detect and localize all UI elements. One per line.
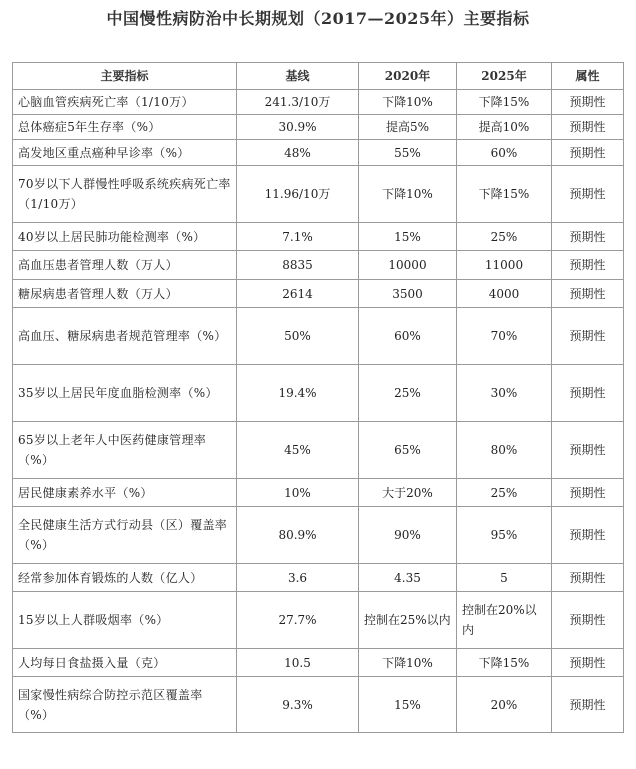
attribute-cell: 预期性 [552, 308, 624, 365]
table-body [13, 90, 624, 733]
table-row [13, 90, 624, 115]
attribute-cell: 预期性 [552, 677, 624, 733]
target-2020-cell: 下降10% [359, 90, 457, 115]
table-row [13, 166, 624, 223]
baseline-cell: 10% [237, 479, 359, 507]
target-2025-cell: 30% [457, 365, 552, 422]
target-2020-cell: 下降10% [359, 649, 457, 677]
indicator-cell: 高血压、糖尿病患者规范管理率（%） [13, 308, 237, 365]
target-2020-cell: 15% [359, 223, 457, 251]
target-2025-cell: 95% [457, 507, 552, 564]
attribute-cell: 预期性 [552, 166, 624, 223]
indicator-cell: 高发地区重点癌种早诊率（%） [13, 140, 237, 166]
target-2025-cell: 下降15% [457, 90, 552, 115]
indicator-cell: 居民健康素养水平（%） [13, 479, 237, 507]
page-title: 中国慢性病防治中长期规划（2017—2025年）主要指标 [106, 9, 530, 28]
target-2025-cell: 11000 [457, 251, 552, 280]
attribute-cell: 预期性 [552, 280, 624, 308]
header-attribute: 属性 [552, 63, 624, 90]
table-header [13, 63, 624, 90]
attribute-cell: 预期性 [552, 649, 624, 677]
target-2025-cell: 4000 [457, 280, 552, 308]
table-row [13, 140, 624, 166]
target-2020-cell: 65% [359, 422, 457, 479]
target-2025-cell: 控制在20%以内 [457, 592, 552, 649]
target-2025-cell: 60% [457, 140, 552, 166]
table-row [13, 649, 624, 677]
target-2020-cell: 控制在25%以内 [359, 592, 457, 649]
target-2020-cell: 提高5% [359, 115, 457, 140]
target-2020-cell: 25% [359, 365, 457, 422]
table-row [13, 564, 624, 592]
header-baseline: 基线 [237, 63, 359, 90]
baseline-cell: 11.96/10万 [237, 166, 359, 223]
target-2020-cell: 55% [359, 140, 457, 166]
target-2020-cell: 60% [359, 308, 457, 365]
baseline-cell: 48% [237, 140, 359, 166]
attribute-cell: 预期性 [552, 507, 624, 564]
baseline-cell: 50% [237, 308, 359, 365]
baseline-cell: 3.6 [237, 564, 359, 592]
baseline-cell: 8835 [237, 251, 359, 280]
target-2025-cell: 提高10% [457, 115, 552, 140]
target-2025-cell: 25% [457, 479, 552, 507]
attribute-cell: 预期性 [552, 115, 624, 140]
table-row [13, 422, 624, 479]
indicator-cell: 糖尿病患者管理人数（万人） [13, 280, 237, 308]
attribute-cell: 预期性 [552, 479, 624, 507]
target-2025-cell: 80% [457, 422, 552, 479]
target-2025-cell: 5 [457, 564, 552, 592]
target-2025-cell: 70% [457, 308, 552, 365]
indicators-table [12, 62, 624, 733]
target-2025-cell: 20% [457, 677, 552, 733]
indicator-cell: 35岁以上居民年度血脂检测率（%） [13, 365, 237, 422]
indicator-cell: 15岁以上人群吸烟率（%） [13, 592, 237, 649]
table-row [13, 251, 624, 280]
header-row [13, 63, 624, 90]
target-2020-cell: 大于20% [359, 479, 457, 507]
attribute-cell: 预期性 [552, 422, 624, 479]
indicator-cell: 70岁以下人群慢性呼吸系统疾病死亡率（1/10万） [13, 166, 237, 223]
header-2025: 2025年 [457, 63, 552, 90]
indicator-cell: 国家慢性病综合防控示范区覆盖率（%） [13, 677, 237, 733]
header-indicator: 主要指标 [13, 63, 237, 90]
indicator-cell: 总体癌症5年生存率（%） [13, 115, 237, 140]
attribute-cell: 预期性 [552, 140, 624, 166]
baseline-cell: 45% [237, 422, 359, 479]
target-2025-cell: 下降15% [457, 166, 552, 223]
header-2020: 2020年 [359, 63, 457, 90]
target-2025-cell: 下降15% [457, 649, 552, 677]
table-row [13, 507, 624, 564]
baseline-cell: 7.1% [237, 223, 359, 251]
baseline-cell: 10.5 [237, 649, 359, 677]
indicator-cell: 全民健康生活方式行动县（区）覆盖率（%） [13, 507, 237, 564]
baseline-cell: 80.9% [237, 507, 359, 564]
table-row [13, 677, 624, 733]
indicator-cell: 经常参加体育锻炼的人数（亿人） [13, 564, 237, 592]
target-2020-cell: 15% [359, 677, 457, 733]
table-row [13, 479, 624, 507]
baseline-cell: 19.4% [237, 365, 359, 422]
attribute-cell: 预期性 [552, 564, 624, 592]
table-row [13, 223, 624, 251]
table-row [13, 308, 624, 365]
indicator-cell: 65岁以上老年人中医药健康管理率（%） [13, 422, 237, 479]
indicator-cell: 人均每日食盐摄入量（克） [13, 649, 237, 677]
attribute-cell: 预期性 [552, 251, 624, 280]
target-2020-cell: 4.35 [359, 564, 457, 592]
indicator-cell: 心脑血管疾病死亡率（1/10万） [13, 90, 237, 115]
baseline-cell: 30.9% [237, 115, 359, 140]
table-row [13, 592, 624, 649]
indicator-cell: 高血压患者管理人数（万人） [13, 251, 237, 280]
attribute-cell: 预期性 [552, 90, 624, 115]
target-2020-cell: 3500 [359, 280, 457, 308]
table-row [13, 280, 624, 308]
baseline-cell: 241.3/10万 [237, 90, 359, 115]
attribute-cell: 预期性 [552, 223, 624, 251]
indicator-cell: 40岁以上居民肺功能检测率（%） [13, 223, 237, 251]
table-row [13, 365, 624, 422]
table-row [13, 115, 624, 140]
baseline-cell: 27.7% [237, 592, 359, 649]
target-2020-cell: 下降10% [359, 166, 457, 223]
target-2020-cell: 90% [359, 507, 457, 564]
attribute-cell: 预期性 [552, 365, 624, 422]
baseline-cell: 9.3% [237, 677, 359, 733]
baseline-cell: 2614 [237, 280, 359, 308]
attribute-cell: 预期性 [552, 592, 624, 649]
target-2020-cell: 10000 [359, 251, 457, 280]
target-2025-cell: 25% [457, 223, 552, 251]
